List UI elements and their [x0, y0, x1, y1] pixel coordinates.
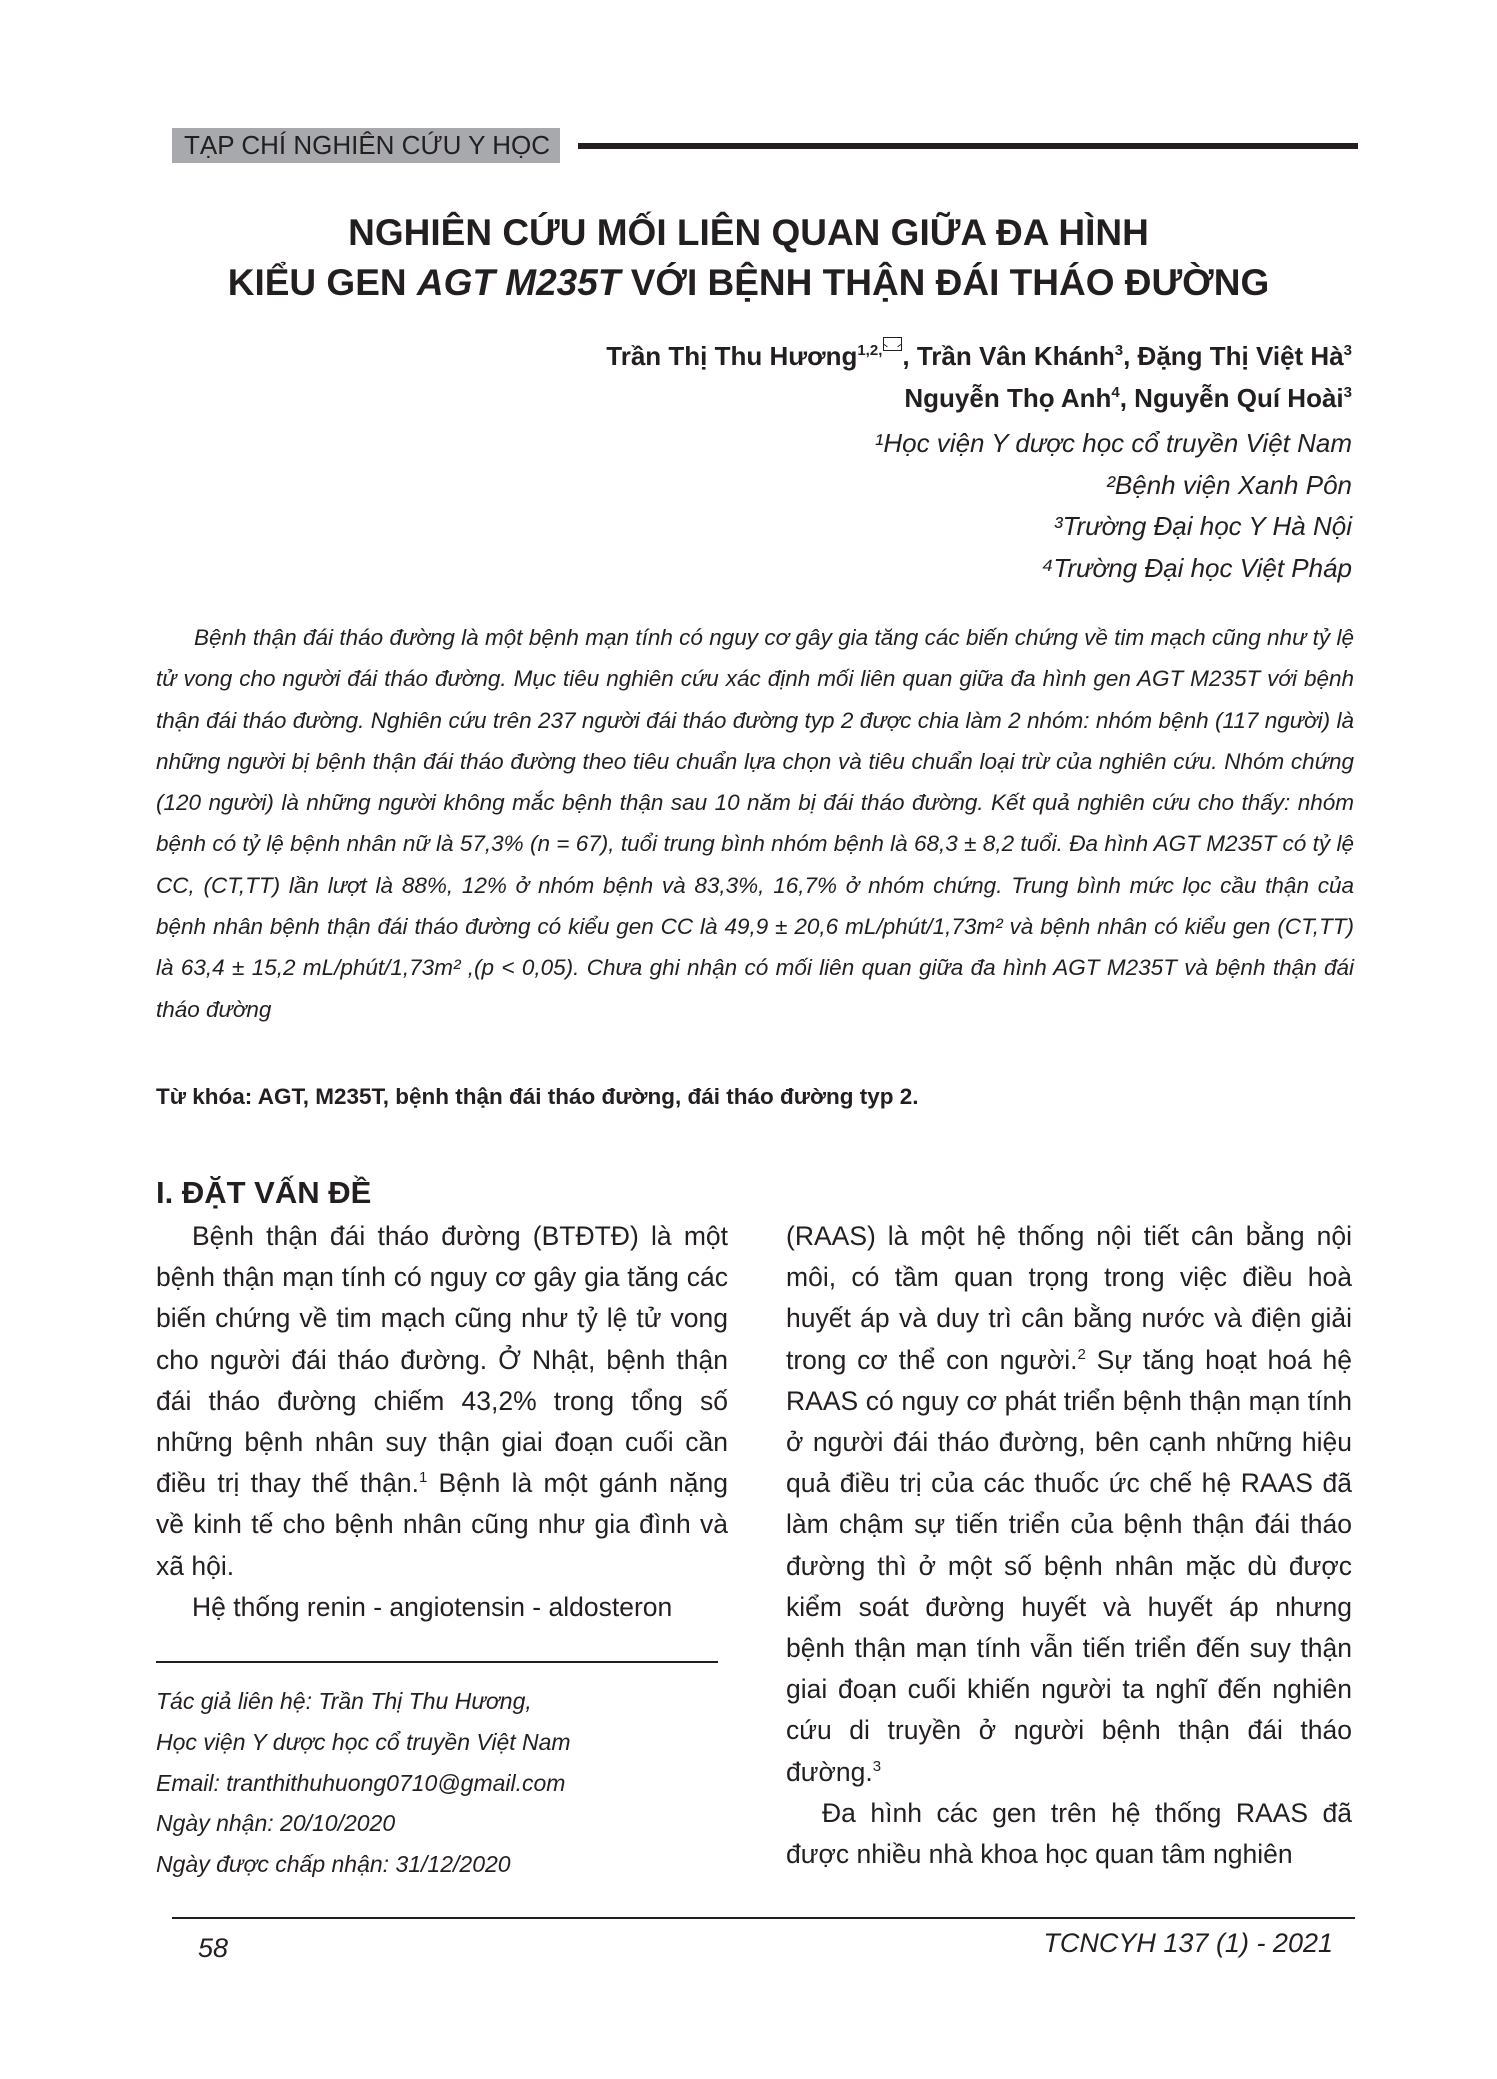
author-name: , Nguyễn Quí Hoài [1119, 383, 1344, 413]
page-number: 58 [198, 1933, 229, 1963]
abstract: Bệnh thận đái tháo đường là một bệnh mạn tính có nguy cơ gây gia tăng các biến chứng về tim mạch cũng như tỷ lệ tử vong cho người đái tháo đường. Mục tiêu nghiên cứu xác định mối liên quan giữa đa hình gen AGT M235T với bệnh thận đái tháo đường. Nghiên cứu trên 237 người đái tháo đường typ 2 được chia làm 2 nhóm: nhóm bệnh (117 người) là những người bị bệnh thận đái tháo đường theo tiêu chuẩn lựa chọn và tiêu chuẩn loại trừ của nghiên cứu. Nhóm chứng (120 người) là những người không mắc bệnh thận sau 10 năm bị đái tháo đường. Kết quả nghiên cứu cho thấy: nhóm bệnh có tỷ lệ bệnh nhân nữ là 57,3% (n = 67), tuổi trung bình nhóm bệnh là 68,3 ± 8,2 tuổi. Đa hình AGT M235T có tỷ lệ CC, (CT,TT) lần lượt là 88%, 12% ở nhóm bệnh và 83,3%, 16,7% ở nhóm chứng. Trung bình mức lọc cầu thận của bệnh nhân bệnh thận đái tháo đường có kiểu gen CC là 49,9 ± 20,6 mL/phút/1,73m² và bệnh nhân có kiểu gen (CT,TT) là 63,4 ± 15,2 mL/phút/1,73m² ,(p < 0,05). Chưa ghi nhận có mối liên quan giữa đa hình AGT M235T và bệnh thận đái tháo đường [156, 625, 1354, 1022]
journal-issue: TCNCYH 137 (1) - 2021 [1043, 1928, 1333, 1958]
envelope-icon [883, 337, 902, 351]
footnote-email: Email: tranthithuhuong0710@gmail.com [156, 1769, 566, 1796]
body-paragraph: Hệ thống renin - angiotensin - aldosteron [192, 1591, 673, 1622]
paragraph-text: Bệnh thận đái tháo đường (BTĐTĐ) là một bệnh thận mạn tính có nguy cơ gây gia tăng các biến chứng về tim mạch cũng như tỷ lệ tử vong cho người đái tháo đường. Ở Nhật, bệnh thận đái tháo đường chiếm 43,2% trong tổng số những bệnh nhân suy thận giai đoạn cuối cần điều trị thay thế thận. [156, 1221, 728, 1499]
author-affil-sup: 1,2, [857, 342, 883, 359]
body-paragraph: Đa hình các gen trên hệ thống RAAS đã được nhiều nhà khoa học quan tâm nghiên [786, 1797, 1352, 1870]
author-list [200, 335, 1352, 419]
footnote-received-date: Ngày nhận: 20/10/2020 [156, 1810, 396, 1837]
article-title [150, 208, 1347, 308]
body-paragraph [156, 1216, 728, 1587]
title-line-1: NGHIÊN CỨU MỐI LIÊN QUAN GIỮA ĐA HÌNH [348, 212, 1149, 253]
paragraph-text: (RAAS) là một hệ thống nội tiết cân bằng nội môi, có tầm quan trọng trong việc điều hoà huyết áp và duy trì cân bằng nước và điện giải trong cơ thể con người. [786, 1221, 1352, 1375]
author-affil-sup: 3 [1114, 342, 1124, 359]
paragraph-text: Sự tăng hoạt hoá hệ RAAS có nguy cơ phát triển bệnh thận mạn tính ở người đái tháo đường, bên cạnh những hiệu quả điều trị của các thuốc ức chế hệ RAAS đã làm chậm sự tiến triển của bệnh thận đái tháo đường thì ở một số bệnh nhân mặc dù được kiểm soát đường huyết và huyết áp nhưng bệnh thận mạn tính vẫn tiến triển đến suy thận giai đoạn cuối khiến người ta nghĩ đến nghiên cứu di truyền ở người bệnh thận đái tháo đường. [786, 1344, 1352, 1787]
author-name: Nguyễn Thọ Anh [904, 383, 1112, 413]
body-column-left [156, 1216, 728, 1628]
affiliation-list [200, 423, 1352, 589]
citation-sup: 3 [872, 1757, 882, 1775]
affiliation: ¹Học viện Y dược học cổ truyền Việt Nam [874, 428, 1352, 458]
footnote-line: Học viện Y dược học cổ truyền Việt Nam [156, 1728, 571, 1755]
journal-header-label: TẠP CHÍ NGHIÊN CỨU Y HỌC [172, 128, 560, 163]
keywords: Từ khóa: AGT, M235T, bệnh thận đái tháo đường, đái tháo đường typ 2. [156, 1084, 919, 1109]
title-line-2-end: VỚI BỆNH THẬN ĐÁI THÁO ĐƯỜNG [620, 262, 1270, 303]
citation-sup: 2 [1077, 1345, 1086, 1363]
author-affil-sup: 4 [1111, 384, 1120, 401]
footnote-rule [156, 1661, 718, 1663]
body-column-right [786, 1216, 1352, 1875]
affiliation: ⁴Trường Đại học Việt Pháp [1042, 552, 1352, 583]
title-gene-name: AGT M235T [416, 262, 621, 303]
paragraph-text: Bệnh là một gánh nặng về kinh tế cho bệnh nhân cũng như gia đình và xã hội. [156, 1468, 728, 1581]
author-line-2 [200, 377, 1352, 419]
affiliation: ²Bệnh viện Xanh Pôn [1106, 469, 1352, 500]
title-line-2-start: KIỂU GEN [227, 262, 417, 303]
footer-rule [172, 1917, 1355, 1919]
body-paragraph [786, 1216, 1352, 1793]
author-name: , Trần Vân Khánh [902, 341, 1115, 371]
correspondence-footnote [156, 1681, 756, 1885]
author-affil-sup: 3 [1343, 384, 1352, 401]
header-rule [578, 143, 1358, 149]
section-heading: I. ĐẶT VẤN ĐỀ [156, 1175, 372, 1210]
author-affil-sup: 3 [1343, 342, 1352, 359]
footnote-line: Tác giả liên hệ: Trần Thị Thu Hương, [156, 1688, 532, 1714]
citation-sup: 1 [418, 1469, 428, 1487]
affiliation: ³Trường Đại học Y Hà Nội [1053, 511, 1352, 541]
footnote-accepted-date: Ngày được chấp nhận: 31/12/2020 [156, 1851, 511, 1878]
author-name: Trần Thị Thu Hương [606, 341, 858, 371]
author-name: , Đặng Thị Việt Hà [1123, 341, 1344, 371]
author-line-1 [200, 335, 1352, 377]
title-line-2 [150, 258, 1347, 308]
